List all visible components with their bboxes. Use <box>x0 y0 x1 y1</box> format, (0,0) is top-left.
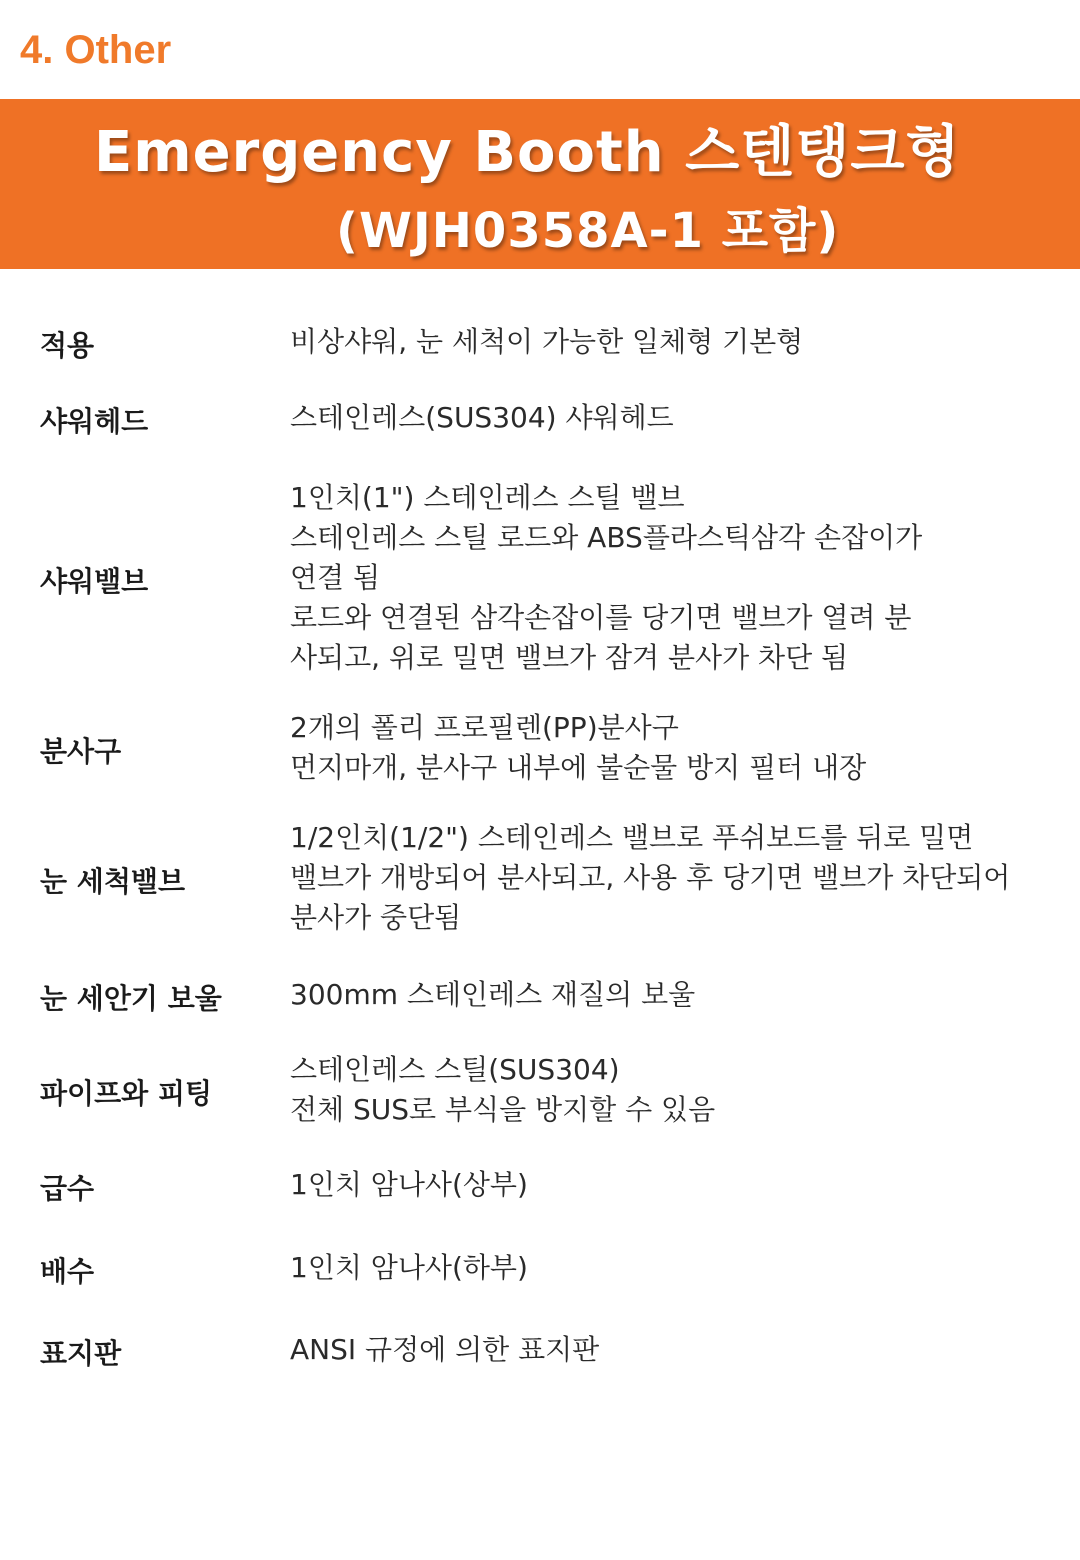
spec-value <box>290 1248 1050 1288</box>
spec-value-line: 밸브가 개방되어 분사되고, 사용 후 당기면 밸브가 차단되어 <box>290 861 1011 894</box>
spec-value-line: 전체 SUS로 부식을 방지할 수 있음 <box>290 1093 716 1126</box>
spec-value-line: 스테인레스(SUS304) 샤워헤드 <box>290 401 674 434</box>
spec-value-line: 1인치(1") 스테인레스 스틸 밸브 <box>290 481 685 514</box>
spec-value <box>290 818 1050 938</box>
spec-value-line: 1인치 암나사(하부) <box>290 1251 528 1284</box>
spec-value <box>290 1165 1050 1205</box>
spec-label: 분사구 <box>40 735 122 768</box>
spec-value-line: 2개의 폴리 프로필렌(PP)분사구 <box>290 711 679 744</box>
spec-value-line: 로드와 연결된 삼각손잡이를 당기면 밸브가 열려 분 <box>290 601 912 634</box>
spec-value-line: 1인치 암나사(상부) <box>290 1168 528 1201</box>
spec-label: 파이프와 피팅 <box>40 1077 213 1110</box>
spec-label: 샤워헤드 <box>40 405 149 438</box>
spec-row <box>0 818 1080 938</box>
spec-label: 급수 <box>40 1172 95 1205</box>
spec-value <box>290 708 1050 788</box>
spec-label: 샤워밸브 <box>40 565 149 598</box>
spec-row <box>0 478 1080 678</box>
spec-row <box>0 1248 1080 1288</box>
spec-value-line: 분사가 중단됨 <box>290 901 462 934</box>
spec-value <box>290 1050 1050 1130</box>
spec-value <box>290 322 1050 362</box>
spec-label: 눈 세안기 보울 <box>40 982 222 1015</box>
section-heading: 4. Other <box>20 28 172 72</box>
spec-row <box>0 1165 1080 1205</box>
spec-value-line: ANSI 규정에 의한 표지판 <box>290 1333 600 1366</box>
spec-row <box>0 1050 1080 1130</box>
spec-value-line: 먼지마개, 분사구 내부에 불순물 방지 필터 내장 <box>290 751 867 784</box>
spec-value-line: 스테인레스 스틸(SUS304) <box>290 1053 620 1086</box>
spec-value-line: 1/2인치(1/2") 스테인레스 밸브로 푸쉬보드를 뒤로 밀면 <box>290 821 974 854</box>
spec-row <box>0 975 1080 1015</box>
spec-row <box>0 322 1080 362</box>
spec-value <box>290 975 1050 1015</box>
spec-value-line: 비상샤워, 눈 세척이 가능한 일체형 기본형 <box>290 325 804 358</box>
spec-value-line: 연결 됨 <box>290 561 381 594</box>
spec-value <box>290 398 1050 438</box>
spec-label: 표지판 <box>40 1337 122 1370</box>
spec-value-line: 300mm 스테인레스 재질의 보울 <box>290 978 696 1011</box>
spec-value-line: 사되고, 위로 밀면 밸브가 잠겨 분사가 차단 됨 <box>290 641 849 674</box>
spec-label: 눈 세척밸브 <box>40 865 185 898</box>
spec-row <box>0 398 1080 438</box>
spec-value <box>290 1330 1050 1370</box>
spec-label: 배수 <box>40 1255 95 1288</box>
spec-value <box>290 478 1050 678</box>
spec-row <box>0 708 1080 788</box>
spec-value-line: 스테인레스 스틸 로드와 ABS플라스틱삼각 손잡이가 <box>290 521 923 554</box>
banner-title: Emergency Booth 스텐탱크형 <box>94 120 961 185</box>
banner-subtitle: (WJH0358A-1 포함) <box>336 203 840 259</box>
spec-label: 적용 <box>40 329 95 362</box>
spec-row <box>0 1330 1080 1370</box>
